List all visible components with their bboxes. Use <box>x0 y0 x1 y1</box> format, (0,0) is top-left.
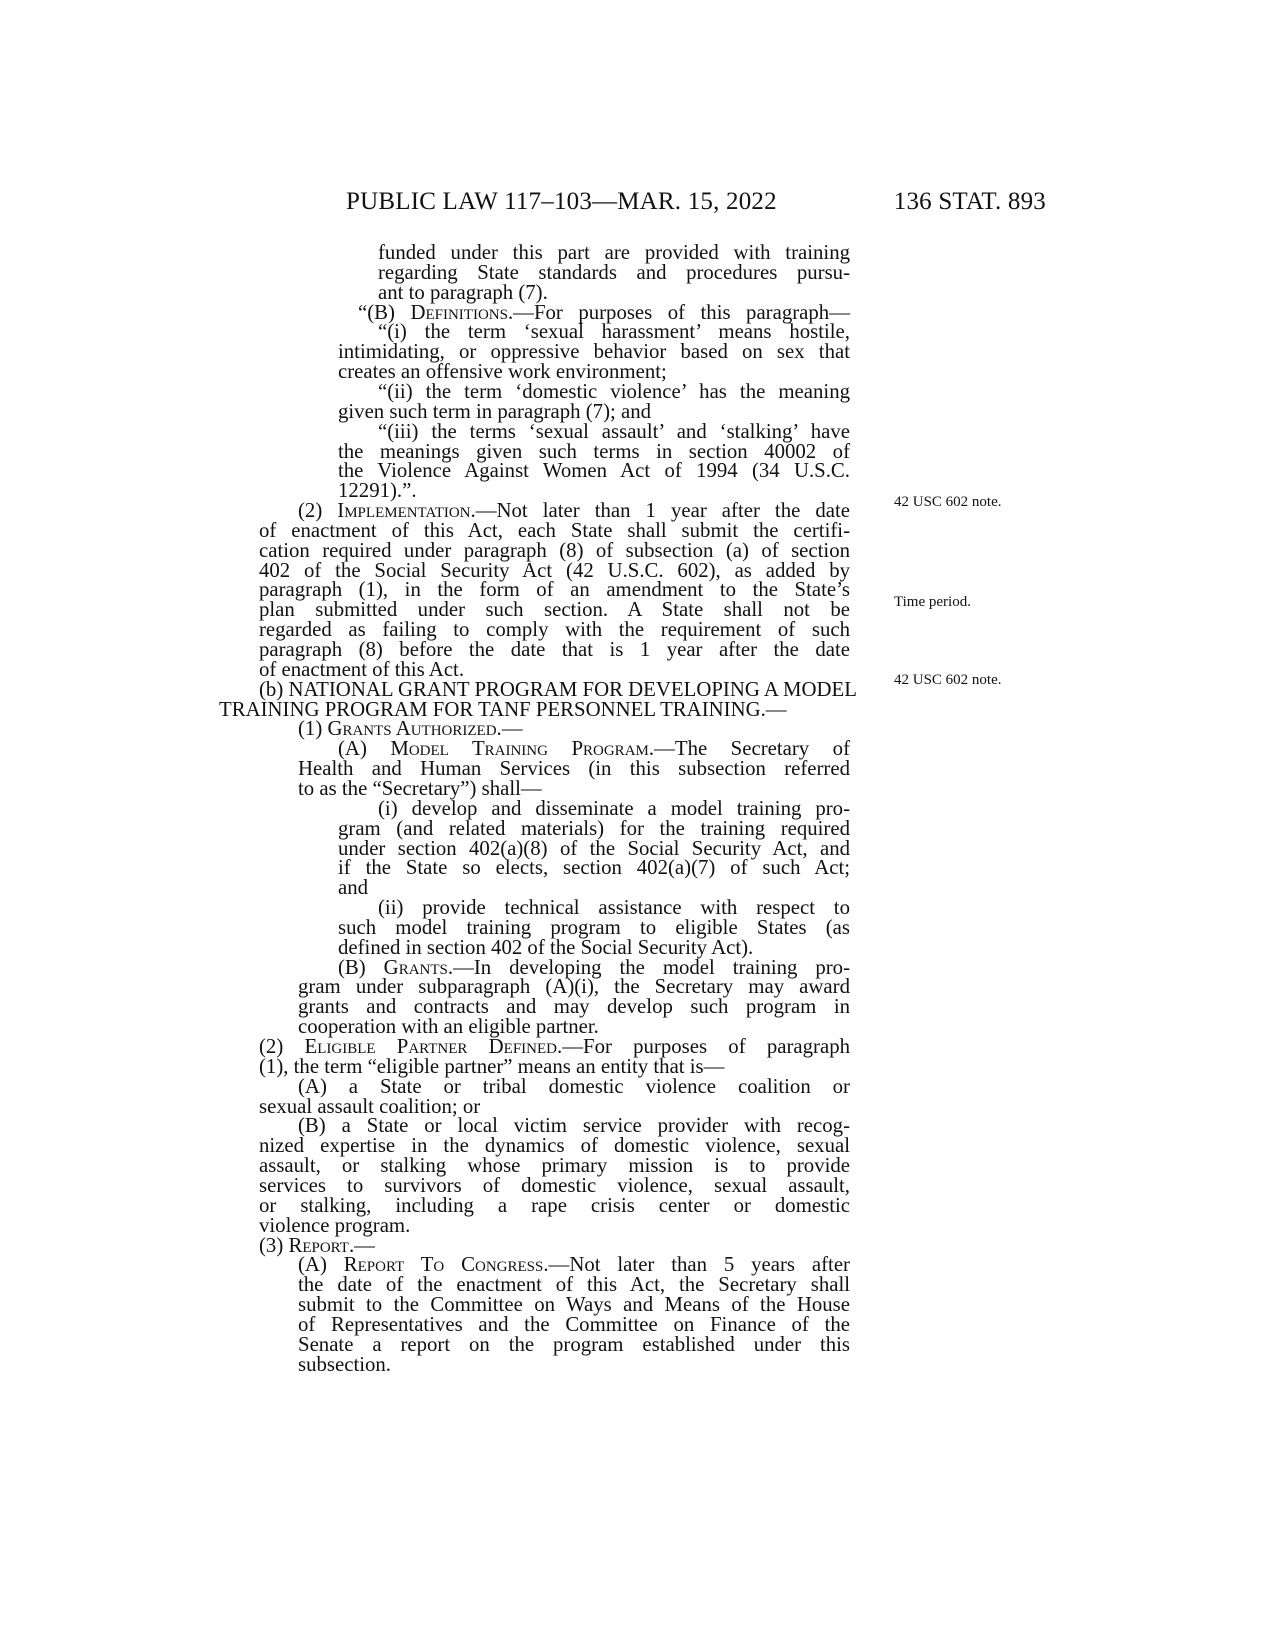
text-line <box>0 1155 1275 1176</box>
text-line-content: plan submitted under such section. A State shall not be <box>259 598 850 622</box>
text-line-content: ant to paragraph (7). <box>378 280 548 304</box>
text-line <box>0 599 1275 620</box>
text-line-content: under section 402(a)(8) of the Social Security Act, and <box>338 836 850 860</box>
text-line-content: paragraph (1), in the form of an amendment to the State’s <box>259 578 850 602</box>
margin-note-time-period: Time period. <box>894 594 971 610</box>
text-line <box>0 996 1275 1017</box>
text-line <box>0 321 1275 342</box>
text-line-content: gram (and related materials) for the training required <box>338 816 850 840</box>
text-line <box>0 262 1275 283</box>
text-line <box>0 1254 1275 1275</box>
text-line-content: or stalking, including a rape crisis center or domestic <box>259 1193 850 1217</box>
text-line <box>0 560 1275 581</box>
text-line <box>0 242 1275 263</box>
text-line <box>0 838 1275 859</box>
text-line-content: grants and contracts and may develop such program in <box>298 995 850 1019</box>
text-line-content: 12291).”. <box>338 479 417 503</box>
text-line <box>0 302 1275 323</box>
text-line <box>0 758 1275 779</box>
text-line <box>0 1354 1275 1375</box>
text-line-content: the date of the enactment of this Act, the Secretary shall <box>298 1273 850 1297</box>
text-line-content: (b) NATIONAL GRANT PROGRAM FOR DEVELOPING A MODEL <box>259 677 857 701</box>
text-line-content: (2) Implementation.—Not later than 1 year after the date <box>298 499 851 523</box>
text-line-content: (1), the term “eligible partner” means an entity that is— <box>259 1054 725 1078</box>
text-line-content: “(i) the term ‘sexual harassment’ means hostile, <box>378 320 850 344</box>
text-line <box>0 421 1275 442</box>
text-line <box>0 1195 1275 1216</box>
text-line-content: creates an offensive work environment; <box>338 360 667 384</box>
text-line-content: paragraph (8) before the date that is 1 year after the date <box>259 638 850 661</box>
text-line-content: Health and Human Services (in this subsection referred <box>298 757 850 781</box>
margin-note-citation: 42 USC 602 note. <box>894 494 1002 510</box>
text-line <box>0 1294 1275 1315</box>
text-line <box>0 619 1275 640</box>
text-line-content: (A) a State or tribal domestic violence coalition or <box>298 1074 850 1098</box>
text-line-content: violence program. <box>259 1213 411 1237</box>
text-line-content: (B) Grants.—In developing the model training pro- <box>338 955 851 979</box>
text-line-content: the Violence Against Women Act of 1994 (34 U.S.C. <box>338 459 850 483</box>
header-title: PUBLIC LAW 117–103—MAR. 15, 2022 <box>346 188 777 215</box>
text-line-content: (1) Grants Authorized.— <box>298 717 523 741</box>
text-line-content: regarding State standards and procedures pursu- <box>378 260 850 284</box>
text-line <box>0 282 1275 303</box>
text-line <box>0 1056 1275 1077</box>
text-line-content: submit to the Committee on Ways and Means of the House <box>298 1293 850 1317</box>
text-line <box>0 857 1275 878</box>
text-line <box>0 798 1275 819</box>
text-line-content: (B) a State or local victim service provider with recog- <box>298 1114 850 1138</box>
text-line-content: regarded as failing to comply with the requirement of such <box>259 618 850 642</box>
text-line-content: cooperation with an eligible partner. <box>298 1015 599 1039</box>
text-line <box>0 679 1275 700</box>
text-line <box>0 579 1275 600</box>
text-line-content: “(iii) the terms ‘sexual assault’ and ‘stalking’ have <box>378 419 850 443</box>
text-line <box>0 778 1275 799</box>
text-line <box>0 1076 1275 1097</box>
text-line-content: the meanings given such terms in section 40002 of <box>338 439 850 463</box>
text-line <box>0 957 1275 978</box>
text-line <box>0 659 1275 680</box>
text-line-content: Senate a report on the program established under this <box>298 1332 850 1356</box>
text-line-content: 402 of the Social Security Act (42 U.S.C. 602), as added by <box>259 558 850 582</box>
text-line <box>0 1175 1275 1196</box>
text-line <box>0 1274 1275 1295</box>
text-line-content: given such term in paragraph (7); and <box>338 399 651 423</box>
text-line <box>0 738 1275 759</box>
text-line <box>0 1235 1275 1256</box>
text-line-content: (i) develop and disseminate a model training pro- <box>378 796 850 820</box>
text-line-content: nized expertise in the dynamics of domestic violence, sexual <box>259 1134 850 1158</box>
text-line-content: assault, or stalking whose primary mission is to provide <box>259 1154 850 1178</box>
text-line-content: gram under subparagraph (A)(i), the Secretary may award <box>298 975 850 999</box>
text-line <box>0 718 1275 739</box>
text-line <box>0 441 1275 462</box>
text-line <box>0 1096 1275 1117</box>
text-line-content: (2) Eligible Partner Defined.—For purposes of paragraph <box>259 1035 851 1058</box>
text-line-content: “(ii) the term ‘domestic violence’ has the meaning <box>378 379 850 403</box>
text-line <box>0 500 1275 521</box>
text-line <box>0 401 1275 422</box>
text-line <box>0 1115 1275 1136</box>
text-line-content: to as the “Secretary”) shall— <box>298 776 542 800</box>
margin-note-citation: 42 USC 602 note. <box>894 672 1002 688</box>
text-line <box>0 897 1275 918</box>
text-line-content: TRAINING PROGRAM FOR TANF PERSONNEL TRAINING.— <box>219 697 787 721</box>
text-line <box>0 877 1275 898</box>
text-line-content: (3) Report.— <box>259 1233 375 1257</box>
text-line-content: (A) Model Training Program.—The Secretary of <box>338 737 850 761</box>
text-line <box>0 341 1275 362</box>
page-stat-number: 136 STAT. 893 <box>893 188 1046 215</box>
text-line-content: (A) Report To Congress.—Not later than 5 years after <box>298 1253 850 1277</box>
text-line <box>0 1314 1275 1335</box>
text-line-content: of enactment of this Act, each State shall submit the certifi- <box>259 518 850 542</box>
text-line <box>0 1016 1275 1037</box>
text-line <box>0 937 1275 958</box>
text-line <box>0 520 1275 541</box>
text-line <box>0 1334 1275 1355</box>
text-line-content: of Representatives and the Committee on Finance of the <box>298 1312 850 1336</box>
text-line <box>0 917 1275 938</box>
text-line <box>0 699 1275 720</box>
running-header <box>346 188 1046 228</box>
text-line-content: subsection. <box>298 1352 391 1376</box>
text-line <box>0 480 1275 501</box>
text-line <box>0 381 1275 402</box>
text-line-content: (ii) provide technical assistance with respect to <box>378 896 850 920</box>
text-line <box>0 460 1275 481</box>
text-line-content: “(B) Definitions.—For purposes of this paragraph— <box>358 300 850 324</box>
text-line-content: of enactment of this Act. <box>259 657 465 681</box>
text-line <box>0 1215 1275 1236</box>
text-line-content: services to survivors of domestic violence, sexual assault, <box>259 1173 850 1197</box>
text-line-content: intimidating, or oppressive behavior based on sex that <box>338 340 850 364</box>
text-line-content: funded under this part are provided with training <box>378 241 850 264</box>
text-line-content: such model training program to eligible States (as <box>338 915 850 939</box>
text-line-content: cation required under paragraph (8) of subsection (a) of section <box>259 538 850 562</box>
text-line <box>0 1036 1275 1057</box>
text-line <box>0 818 1275 839</box>
text-line <box>0 540 1275 561</box>
text-line-content: sexual assault coalition; or <box>259 1094 481 1118</box>
text-line-content: and <box>338 876 369 900</box>
text-line <box>0 1135 1275 1156</box>
text-line-content: if the State so elects, section 402(a)(7) of such Act; <box>338 856 850 880</box>
text-line <box>0 976 1275 997</box>
text-line <box>0 639 1275 660</box>
text-line <box>0 361 1275 382</box>
text-line-content: defined in section 402 of the Social Security Act). <box>338 935 754 959</box>
